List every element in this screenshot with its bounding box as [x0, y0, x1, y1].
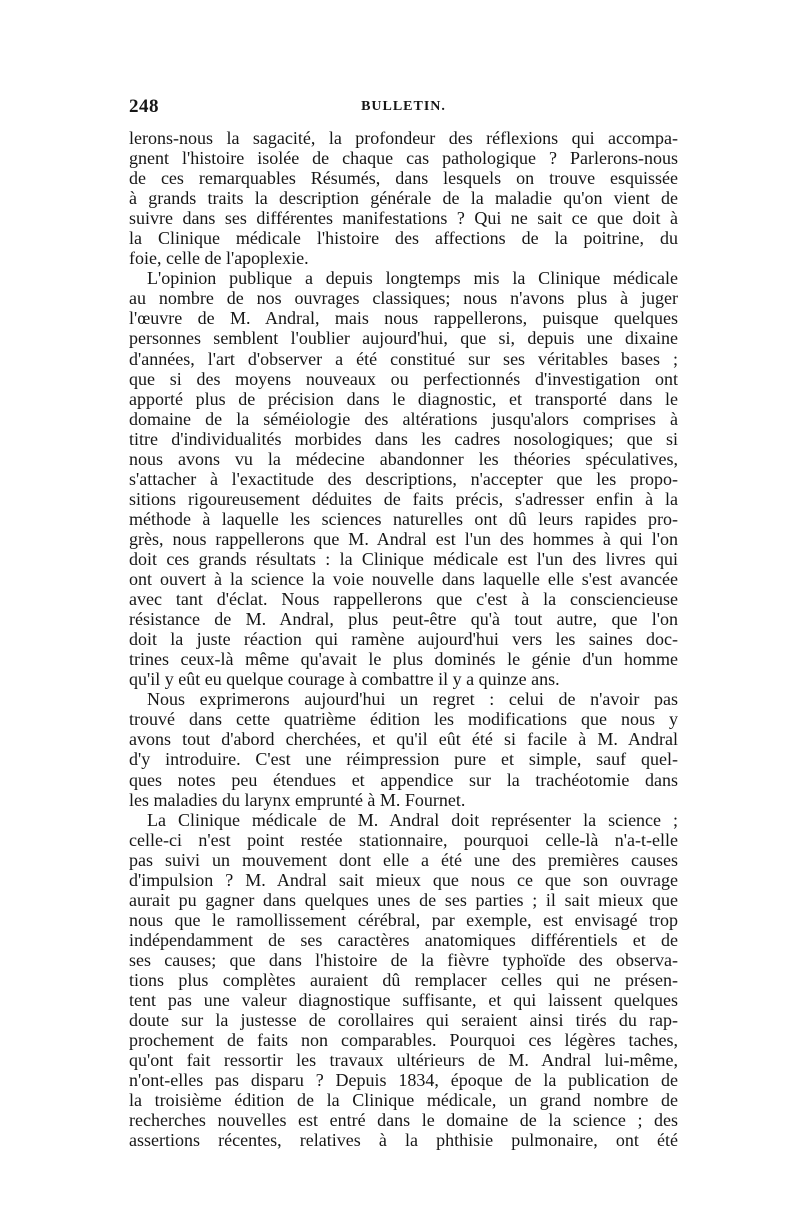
text-line: foie, celle de l'apoplexie. [129, 248, 309, 269]
text-line: celle-ci n'est point restée stationnaire, pourquoi celle-là n'a-t-elle [129, 829, 678, 850]
text-line: recherches nouvelles est entré dans le domaine de la science ; des [129, 1110, 678, 1131]
text-line: doute sur la justesse de corollaires qui seraient ainsi tirés du rap- [129, 1010, 678, 1031]
text-line: aurait pu gagner dans quelques unes de ses parties ; il sait mieux que [129, 889, 678, 910]
text-line: indépendamment de ses caractères anatomiques différentiels et de [129, 929, 678, 950]
text-line: avons tout d'abord cherchées, et qu'il eût été si facile à M. Andral [129, 729, 678, 750]
text-line: les maladies du larynx emprunté à M. Fournet. [129, 789, 466, 810]
text-line: apporté plus de précision dans le diagnostic, et transporté dans le [129, 388, 678, 409]
text-line: ques notes peu étendues et appendice sur la trachéotomie dans [129, 769, 678, 790]
text-line: nous avons vu la médecine abandonner les théories spéculatives, [129, 448, 678, 469]
text-line: la troisième édition de la Clinique médicale, un grand nombre de [129, 1090, 678, 1111]
text-line: L'opinion publique a depuis longtemps mis la Clinique médicale [147, 268, 678, 289]
text-line: lerons-nous la sagacité, la profondeur des réflexions qui accompa- [129, 128, 678, 148]
text-line: ont ouvert à la science la voie nouvelle dans laquelle elle s'est avancée [129, 569, 678, 590]
text-line: l'œuvre de M. Andral, mais nous rappellerons, puisque quelques [129, 308, 678, 329]
text-line: gnent l'histoire isolée de chaque cas pathologique ? Parlerons-nous [129, 148, 678, 169]
running-title: BULLETIN. [361, 99, 446, 114]
text-line: d'impulsion ? M. Andral sait mieux que nous ce que son ouvrage [129, 869, 678, 890]
text-line: titre d'individualités morbides dans les cadres nosologiques; que si [129, 428, 678, 449]
text-line: tent pas une valeur diagnostique suffisante, et qui laissent quelques [129, 990, 678, 1011]
text-line: ses causes; que dans l'histoire de la fièvre typhoïde des observa- [129, 949, 678, 970]
text-line: que si des moyens nouveaux ou perfectionnés d'investigation ont [129, 368, 678, 389]
text-line: méthode à laquelle les sciences naturelles ont dû leurs rapides pro- [129, 508, 678, 529]
text-line: la Clinique médicale l'histoire des affections de la poitrine, du [129, 228, 678, 249]
text-line: tions plus complètes auraient dû remplacer celles qui ne présen- [129, 969, 678, 990]
page-header [129, 96, 678, 126]
text-line: résistance de M. Andral, plus peut-être qu'à tout autre, que l'on [129, 609, 678, 630]
text-line: nous que le ramollissement cérébral, par exemple, est envisagé trop [129, 909, 678, 930]
text-line: prochement de faits non comparables. Pourquoi ces légères taches, [129, 1030, 678, 1051]
text-line: qu'il y eût eu quelque courage à combattre il y a quinze ans. [129, 669, 560, 690]
text-line: au nombre de nos ouvrages classiques; nous n'avons plus à juger [129, 288, 678, 309]
text-line: qu'ont fait ressortir les travaux ultérieurs de M. Andral lui-même, [129, 1050, 678, 1071]
text-line: suivre dans ses différentes manifestations ? Qui ne sait ce que doit à [129, 208, 678, 229]
text-line: personnes semblent l'oublier aujourd'hui, que si, depuis une dixaine [129, 328, 678, 349]
text-line: sitions rigoureusement déduites de faits précis, s'adresser enfin à la [129, 488, 678, 509]
text-line: doit ces grands résultats : la Clinique médicale est l'un des livres qui [129, 548, 678, 569]
text-line: trouvé dans cette quatrième édition les modifications que nous y [129, 709, 678, 730]
text-line: pas suivi un mouvement dont elle a été une des premières causes [129, 849, 678, 870]
text-line: avec tant d'éclat. Nous rappellerons que c'est à la consciencieuse [129, 589, 678, 610]
text-line: grès, nous rappellerons que M. Andral est l'un des hommes à qui l'on [129, 528, 678, 549]
text-line: d'y introduire. C'est une réimpression pure et simple, sauf quel- [129, 749, 678, 770]
text-line: trines ceux-là même qu'avait le plus dominés le génie d'un homme [129, 649, 678, 670]
text-line: s'attacher à l'exactitude des descriptions, n'accepter que les propo- [129, 468, 678, 489]
body-text [129, 128, 678, 1150]
text-line: n'ont-elles pas disparu ? Depuis 1834, époque de la publication de [129, 1070, 678, 1091]
text-line: Nous exprimerons aujourd'hui un regret : celui de n'avoir pas [147, 689, 678, 710]
text-line: domaine de la séméiologie des altérations jusqu'alors comprises à [129, 408, 678, 429]
page-number: 248 [129, 96, 159, 117]
text-line: d'années, l'art d'observer a été constitué sur ses véritables bases ; [129, 348, 678, 369]
text-line: à grands traits la description générale de la maladie qu'on vient de [129, 188, 678, 209]
text-line: doit la juste réaction qui ramène aujourd'hui vers les saines doc- [129, 629, 678, 650]
text-line: La Clinique médicale de M. Andral doit représenter la science ; [147, 809, 678, 830]
text-line: assertions récentes, relatives à la phthisie pulmonaire, ont été [129, 1130, 678, 1151]
text-line: de ces remarquables Résumés, dans lesquels on trouve esquissée [129, 168, 678, 189]
